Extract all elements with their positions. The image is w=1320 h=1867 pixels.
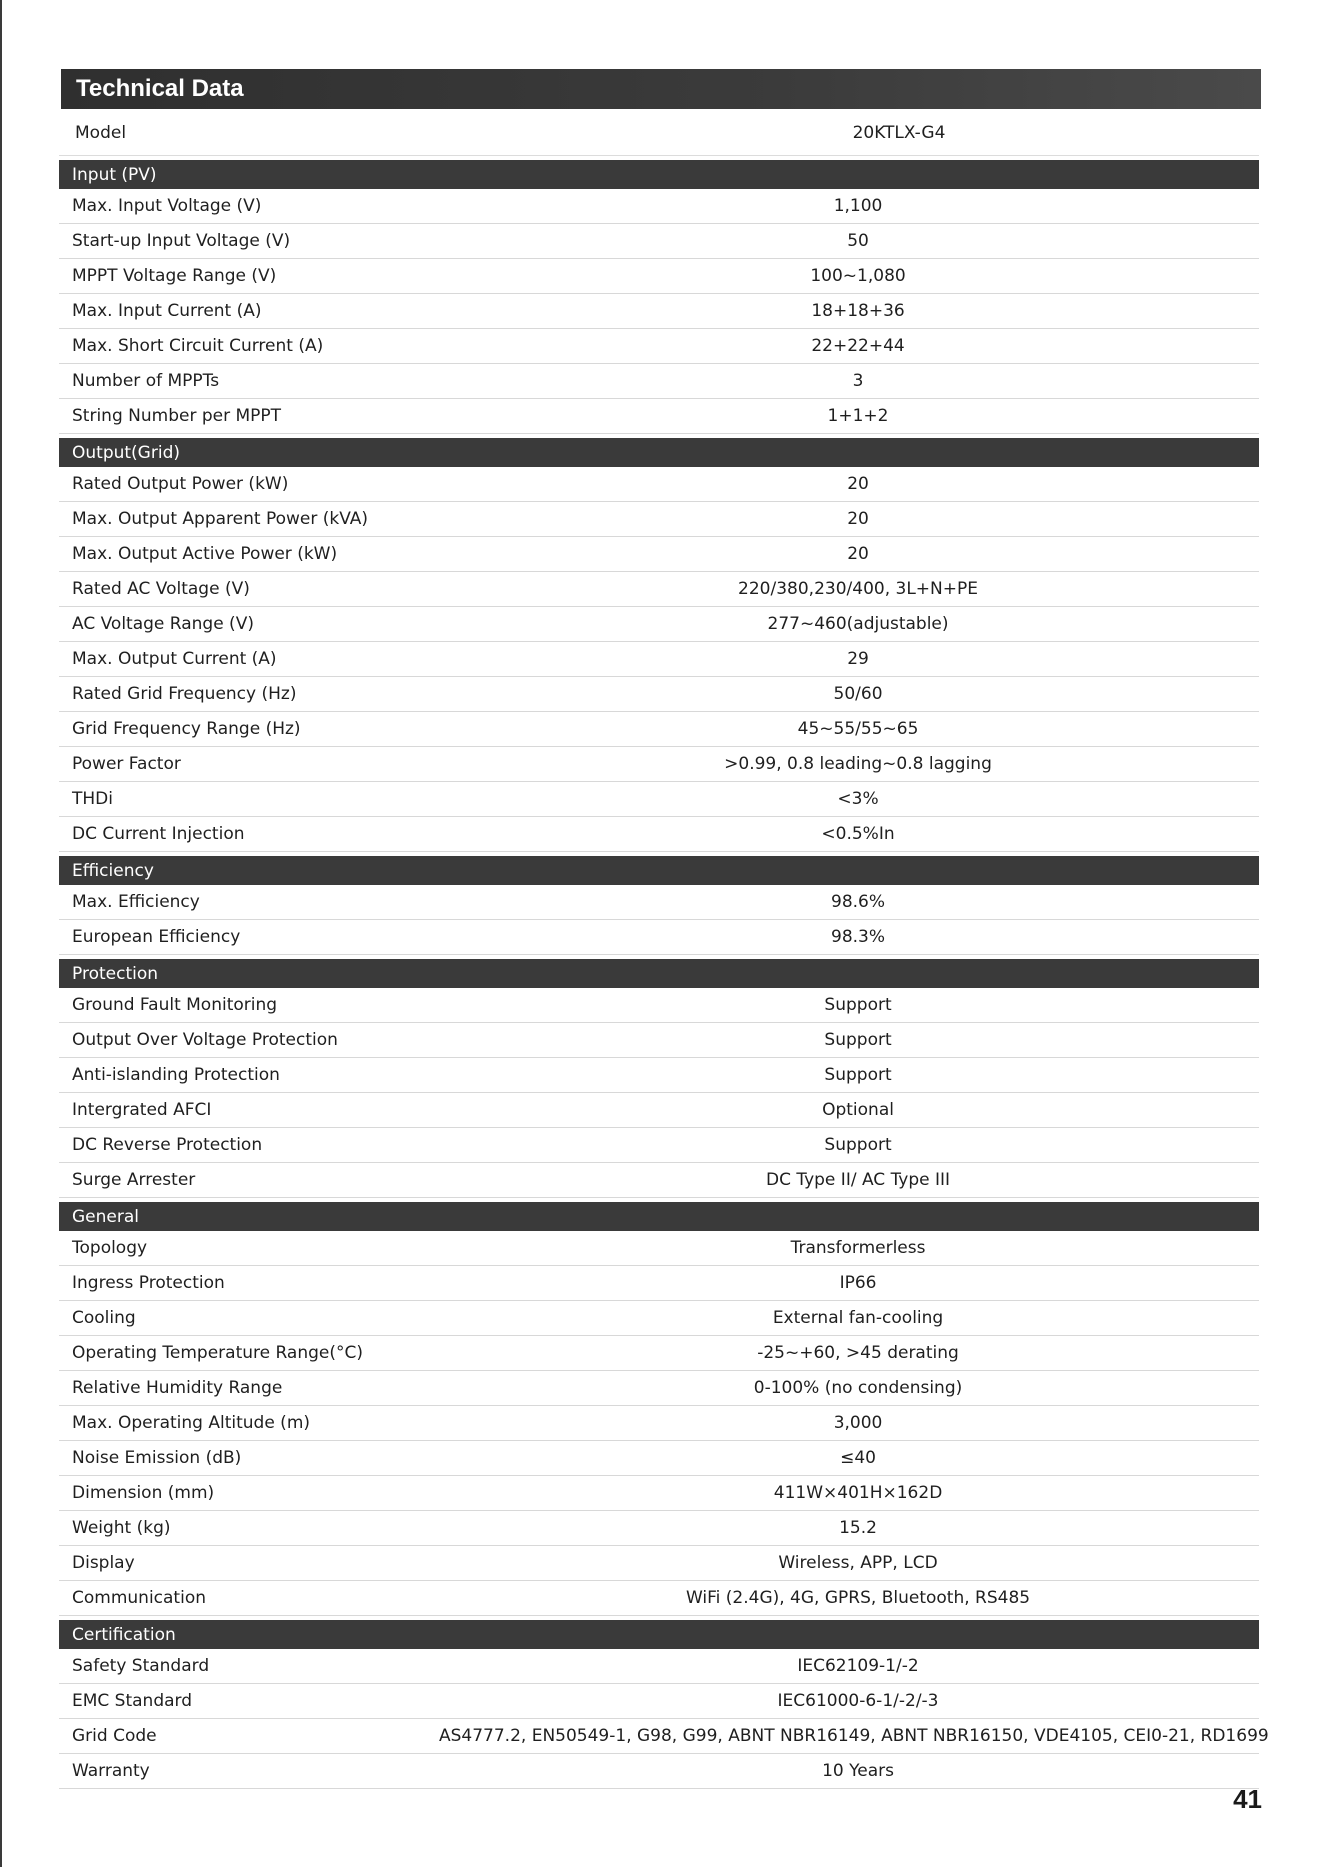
model-value: 20KTLX-G4	[852, 123, 946, 143]
section-header: General	[59, 1202, 1259, 1231]
spec-label: Max. Input Voltage (V)	[72, 196, 262, 216]
spec-label: Operating Temperature Range(°C)	[72, 1343, 364, 1363]
spec-value: 411W×401H×162D	[773, 1483, 943, 1503]
spec-label: THDi	[72, 789, 113, 809]
spec-value: <3%	[837, 789, 879, 809]
section-header: Input (PV)	[59, 160, 1259, 189]
spec-label: Ingress Protection	[72, 1273, 225, 1293]
spec-value: <0.5%In	[821, 824, 895, 844]
title-bar	[61, 69, 1261, 109]
spec-label: Max. Output Apparent Power (kVA)	[72, 509, 369, 529]
spec-label: DC Reverse Protection	[72, 1135, 263, 1155]
spec-row	[59, 1371, 1259, 1406]
spec-row	[59, 364, 1259, 399]
spec-value: 1+1+2	[827, 406, 889, 426]
spec-row	[59, 572, 1259, 607]
spec-row	[59, 189, 1259, 224]
spec-row	[59, 988, 1259, 1023]
spec-value: IEC61000-6-1/-2/-3	[777, 1691, 939, 1711]
spec-value: 29	[847, 649, 869, 669]
spec-row	[59, 1058, 1259, 1093]
spec-value: External fan-cooling	[772, 1308, 944, 1328]
spec-label: Dimension (mm)	[72, 1483, 215, 1503]
spec-value: IP66	[839, 1273, 877, 1293]
spec-row	[59, 467, 1259, 502]
spec-label: Grid Frequency Range (Hz)	[72, 719, 301, 739]
spec-row	[59, 1441, 1259, 1476]
spec-value: IEC62109-1/-2	[797, 1656, 919, 1676]
spec-value: DC Type II/ AC Type III	[765, 1170, 951, 1190]
spec-row	[59, 607, 1259, 642]
spec-value: WiFi (2.4G), 4G, GPRS, Bluetooth, RS485	[685, 1588, 1031, 1608]
spec-value: 220/380,230/400, 3L+N+PE	[738, 579, 978, 599]
spec-value: 20	[847, 509, 869, 529]
model-row	[59, 111, 1259, 156]
spec-value: 1,100	[833, 196, 883, 216]
spec-row	[59, 537, 1259, 572]
spec-value: 0-100% (no condensing)	[753, 1378, 963, 1398]
spec-label: String Number per MPPT	[72, 406, 282, 426]
spec-row	[59, 1023, 1259, 1058]
spec-label: Warranty	[72, 1761, 150, 1781]
spec-label: Max. Short Circuit Current (A)	[72, 336, 324, 356]
spec-row	[59, 502, 1259, 537]
spec-row	[59, 1128, 1259, 1163]
spec-row	[59, 1754, 1259, 1789]
spec-label: Max. Efficiency	[72, 892, 200, 912]
spec-row	[59, 782, 1259, 817]
spec-label: Communication	[72, 1588, 206, 1608]
spec-row	[59, 1476, 1259, 1511]
spec-label: Max. Output Active Power (kW)	[72, 544, 338, 564]
spec-row	[59, 1163, 1259, 1198]
spec-label: Power Factor	[72, 754, 181, 774]
spec-label: Cooling	[72, 1308, 136, 1328]
spec-label: Grid Code	[72, 1726, 157, 1746]
spec-row	[59, 1336, 1259, 1371]
spec-row	[59, 399, 1259, 434]
spec-label: Display	[72, 1553, 135, 1573]
spec-row	[59, 1231, 1259, 1266]
spec-row	[59, 1546, 1259, 1581]
spec-row	[59, 642, 1259, 677]
model-label: Model	[75, 123, 127, 143]
spec-row	[59, 329, 1259, 364]
spec-value: ≤40	[840, 1448, 876, 1468]
spec-row	[59, 1301, 1259, 1336]
spec-value: 18+18+36	[811, 301, 905, 321]
spec-label: Ground Fault Monitoring	[72, 995, 278, 1015]
spec-value: 20	[847, 474, 869, 494]
spec-value: Support	[824, 1135, 892, 1155]
spec-value: AS4777.2, EN50549-1, G98, G99, ABNT NBR16149, ABNT NBR16150, VDE4105, CEI0-21, RD1699	[439, 1726, 1269, 1746]
spec-row	[59, 885, 1259, 920]
spec-label: Intergrated AFCI	[72, 1100, 212, 1120]
spec-value: Wireless, APP, LCD	[778, 1553, 938, 1573]
spec-value: 10 Years	[822, 1761, 894, 1781]
spec-row	[59, 1406, 1259, 1441]
section-header: Efficiency	[59, 856, 1259, 885]
spec-label: Rated AC Voltage (V)	[72, 579, 250, 599]
spec-value: 20	[847, 544, 869, 564]
spec-row	[59, 747, 1259, 782]
spec-label: AC Voltage Range (V)	[72, 614, 254, 634]
page-number: 41	[1233, 1784, 1262, 1814]
spec-row	[59, 817, 1259, 852]
section-header: Protection	[59, 959, 1259, 988]
spec-value: Optional	[822, 1100, 894, 1120]
spec-label: DC Current Injection	[72, 824, 245, 844]
spec-label: MPPT Voltage Range (V)	[72, 266, 277, 286]
spec-value: 50/60	[833, 684, 883, 704]
spec-value: -25~+60, >45 derating	[757, 1343, 959, 1363]
spec-row	[59, 1266, 1259, 1301]
spec-label: Max. Operating Altitude (m)	[72, 1413, 311, 1433]
spec-row	[59, 1093, 1259, 1128]
spec-label: Start-up Input Voltage (V)	[72, 231, 291, 251]
spec-value: 100~1,080	[810, 266, 906, 286]
spec-label: EMC Standard	[72, 1691, 193, 1711]
spec-label: Safety Standard	[72, 1656, 210, 1676]
spec-row	[59, 1649, 1259, 1684]
spec-label: Max. Output Current (A)	[72, 649, 277, 669]
spec-label: Anti-islanding Protection	[72, 1065, 280, 1085]
spec-value: 22+22+44	[811, 336, 905, 356]
page-edge-rule	[0, 0, 2, 1867]
spec-label: Output Over Voltage Protection	[72, 1030, 338, 1050]
spec-row	[59, 1719, 1269, 1754]
page-title: Technical Data	[76, 75, 244, 102]
spec-value: 98.6%	[831, 892, 886, 912]
spec-row	[59, 294, 1259, 329]
spec-table	[59, 111, 1269, 1789]
spec-label: Number of MPPTs	[72, 371, 220, 391]
spec-value: 15.2	[839, 1518, 877, 1538]
spec-label: Weight (kg)	[72, 1518, 171, 1538]
spec-value: Transformerless	[790, 1238, 926, 1258]
section-header: Output(Grid)	[59, 438, 1259, 467]
spec-label: Max. Input Current (A)	[72, 301, 262, 321]
spec-label: Relative Humidity Range	[72, 1378, 283, 1398]
spec-value: 98.3%	[831, 927, 886, 947]
spec-value: 277~460(adjustable)	[767, 614, 949, 634]
spec-sections	[59, 160, 1269, 1789]
spec-row	[59, 1581, 1259, 1616]
spec-label: Rated Output Power (kW)	[72, 474, 289, 494]
spec-row	[59, 920, 1259, 955]
spec-value: 50	[847, 231, 869, 251]
spec-row	[59, 224, 1259, 259]
spec-label: Topology	[72, 1238, 148, 1258]
spec-value: >0.99, 0.8 leading~0.8 lagging	[724, 754, 992, 774]
spec-label: Surge Arrester	[72, 1170, 196, 1190]
spec-value: 3	[852, 371, 864, 391]
spec-value: 45~55/55~65	[797, 719, 919, 739]
spec-label: Rated Grid Frequency (Hz)	[72, 684, 297, 704]
section-header: Certification	[59, 1620, 1259, 1649]
spec-row	[59, 1684, 1259, 1719]
spec-row	[59, 1511, 1259, 1546]
spec-label: European Efficiency	[72, 927, 241, 947]
spec-row	[59, 677, 1259, 712]
spec-value: Support	[824, 1030, 892, 1050]
spec-value: Support	[824, 1065, 892, 1085]
spec-value: Support	[824, 995, 892, 1015]
spec-value: 3,000	[833, 1413, 883, 1433]
spec-label: Noise Emission (dB)	[72, 1448, 242, 1468]
spec-row	[59, 712, 1259, 747]
spec-row	[59, 259, 1259, 294]
